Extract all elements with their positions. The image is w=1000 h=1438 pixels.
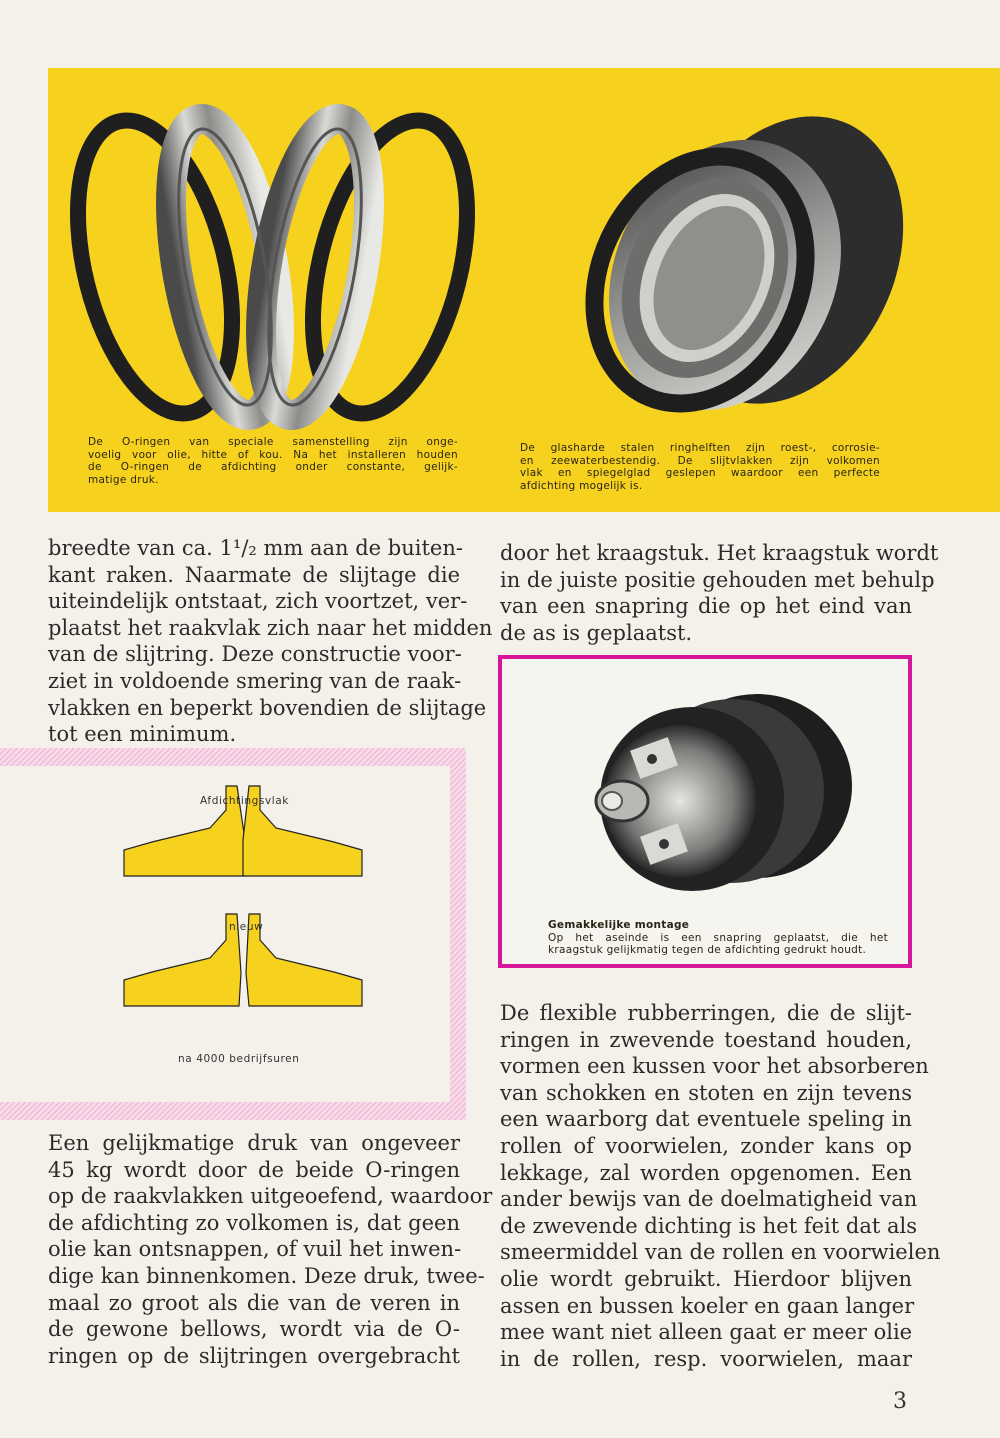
- paragraph-right-bottom: De flexible rubberringen, die de slijt- ringen in zwevende toestand houden, vormen een kussen voor het absorberen van schokken en stoten en zijn tevens een waarborg dat eventuele speling in rollen of voorwielen, zonder kans op lekkage, zal worden opgenomen. Een ander bewijs van de doelmatigheid van de zwevende dichting is het feit dat als smeermiddel van de rollen en voorwielen olie wordt gebruikt. Hierdoor blijven assen en bussen koeler en gaan langer mee want niet alleen gaat er meer olie in de rollen, resp. voorwielen, maar: [500, 1001, 941, 1371]
- steel-ring-caption: De glasharde stalen ringhelften zijn roest-, corrosie- en zeewaterbestendig. De slijtvlakken zijn volkomen vlak en spiegelglad geslepen waardoor een perfecte afdichting mogelijk is.: [520, 442, 880, 492]
- montage-photo: [582, 681, 872, 911]
- diagram-title: Afdichtingsvlak: [200, 795, 289, 807]
- o-rings-photo: [60, 92, 480, 432]
- paragraph-left-top: breedte van ca. 1¹/₂ mm aan de buiten- kant raken. Naarmate de slijtage die uiteindelijk ontstaat, zich voortzet, ver- plaatst het raakvlak zich naar het midden van de slijtring. Deze constructie voor- ziet in voldoende smering van de raak- vlakken en beperkt bovendien de slijtage tot een minimum.: [48, 536, 493, 747]
- paragraph-left-bottom: Een gelijkmatige druk van ongeveer 45 kg wordt door de beide O-ringen op de raakvlakken uitgeoefend, waardoor de afdichting zo volkomen is, dat geen olie kan ontsnappen, of vuil het inwen- dige kan binnenkomen. Deze druk, twee- maal zo groot als die van de veren in de gewone bellows, wordt via de O- ringen op de slijtringen overgebracht: [48, 1131, 493, 1368]
- o-rings-caption: De O-ringen van speciale samenstelling zijn onge- voelig voor olie, hitte of kou. Na het installeren houden de O-ringen de afdichting onder constante, gelijk- matige druk.: [88, 436, 458, 486]
- page-number: 3: [893, 1389, 907, 1414]
- montage-caption: Gemakkelijke montage Op het aseinde is een snapring geplaatst, die het kraagstuk gelijkmatig tegen de afdichting gedrukt houdt.: [548, 919, 888, 956]
- paragraph-right-top: door het kraagstuk. Het kraagstuk wordt in de juiste positie gehouden met behulp van een snapring die op het eind van de as is geplaatst.: [500, 541, 939, 645]
- diagram-label-used: na 4000 bedrijfsuren: [178, 1053, 300, 1065]
- montage-title: Gemakkelijke montage: [548, 919, 690, 931]
- montage-box: [498, 655, 912, 968]
- steel-ring-photo: [575, 100, 905, 420]
- diagram-label-new: nieuw: [229, 921, 264, 933]
